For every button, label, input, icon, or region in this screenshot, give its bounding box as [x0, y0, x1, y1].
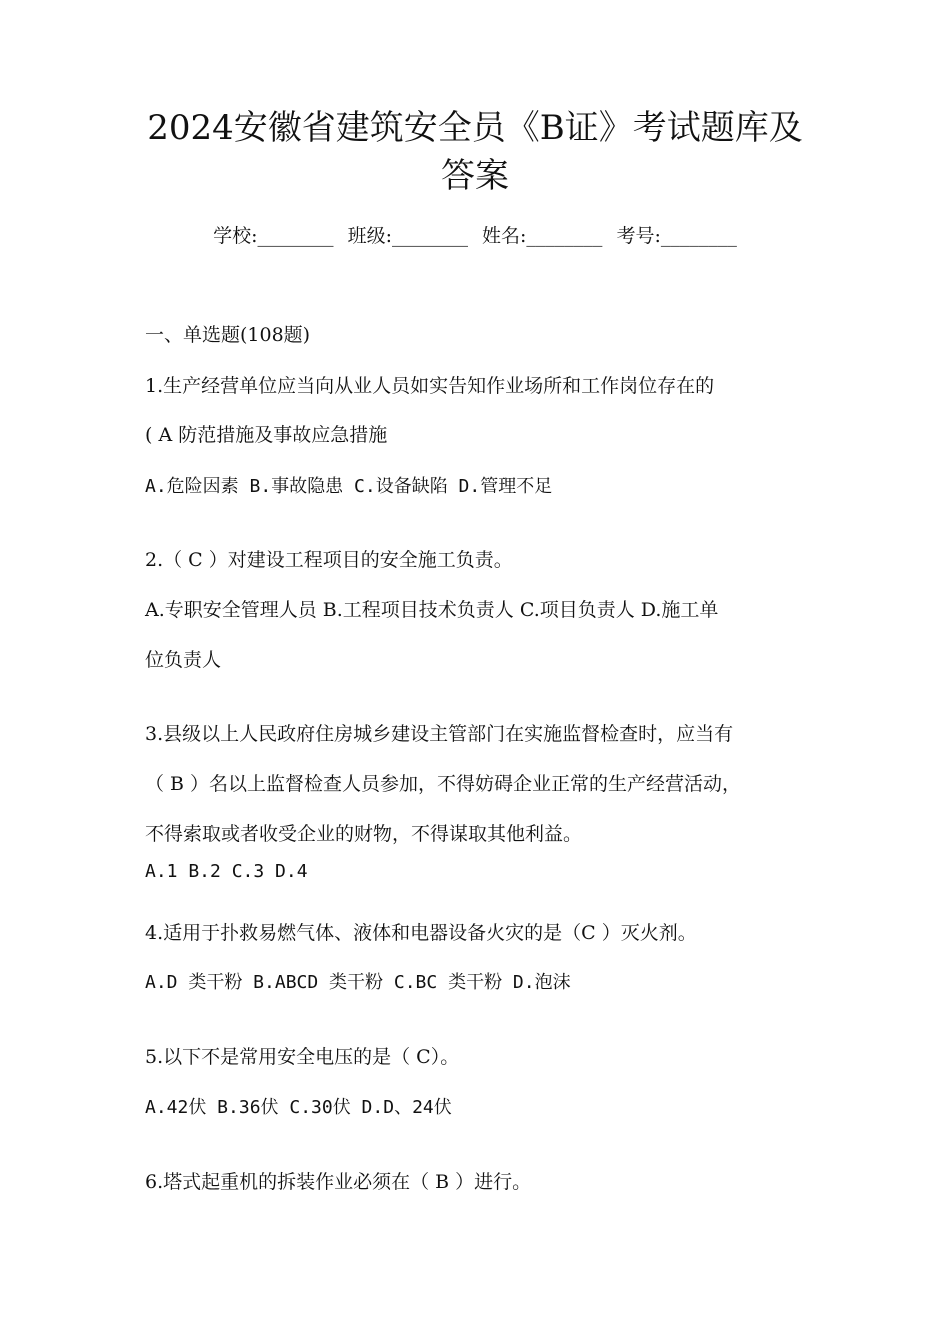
class-field: 班级:________ — [347, 225, 468, 247]
question-2-line-1: 2.（ C ）对建设工程项目的安全施工负责。 — [145, 549, 513, 571]
question-3-line-2: （ B ）名以上监督检查人员参加，不得妨碍企业正常的生产经营活动， — [145, 773, 742, 795]
question-5-options: A.42伏 B.36伏 C.30伏 D.D、24伏 — [145, 1097, 452, 1118]
school-field: 学校:________ — [213, 225, 334, 247]
section-heading: 一、单选题(108题) — [145, 324, 311, 346]
question-3-options: A.1 B.2 C.3 D.4 — [145, 861, 308, 882]
question-3-line-1: 3.县级以上人民政府住房城乡建设主管部门在实施监督检查时，应当有 — [145, 723, 734, 745]
exam-number-field: 考号:________ — [616, 225, 737, 247]
name-field: 姓名:________ — [482, 225, 603, 247]
question-3-line-3: 不得索取或者收受企业的财物，不得谋取其他利益。 — [145, 823, 583, 845]
question-6-line-1: 6.塔式起重机的拆装作业必须在（ B ）进行。 — [145, 1171, 532, 1193]
question-1-options: A.危险因素 B.事故隐患 C.设备缺陷 D.管理不足 — [145, 476, 553, 497]
question-5-line-1: 5.以下不是常用安全电压的是（ C）。 — [145, 1046, 460, 1068]
document-title-line-2: 答案 — [441, 156, 509, 196]
question-1-line-1: 1.生产经营单位应当向从业人员如实告知作业场所和工作岗位存在的 — [145, 375, 715, 397]
question-1-line-2: ( A 防范措施及事故应急措施 — [145, 424, 388, 446]
student-info-row — [0, 221, 950, 251]
question-2-options-line-2: 位负责人 — [145, 649, 222, 671]
question-4-line-1: 4.适用于扑救易燃气体、液体和电器设备火灾的是（C ）灭火剂。 — [145, 922, 697, 944]
document-title-line-1: 2024安徽省建筑安全员《B证》考试题库及 — [147, 108, 803, 148]
question-2-options-line-1: A.专职安全管理人员 B.工程项目技术负责人 C.项目负责人 D.施工单 — [145, 599, 719, 621]
question-4-options: A.D 类干粉 B.ABCD 类干粉 C.BC 类干粉 D.泡沫 — [145, 972, 571, 993]
